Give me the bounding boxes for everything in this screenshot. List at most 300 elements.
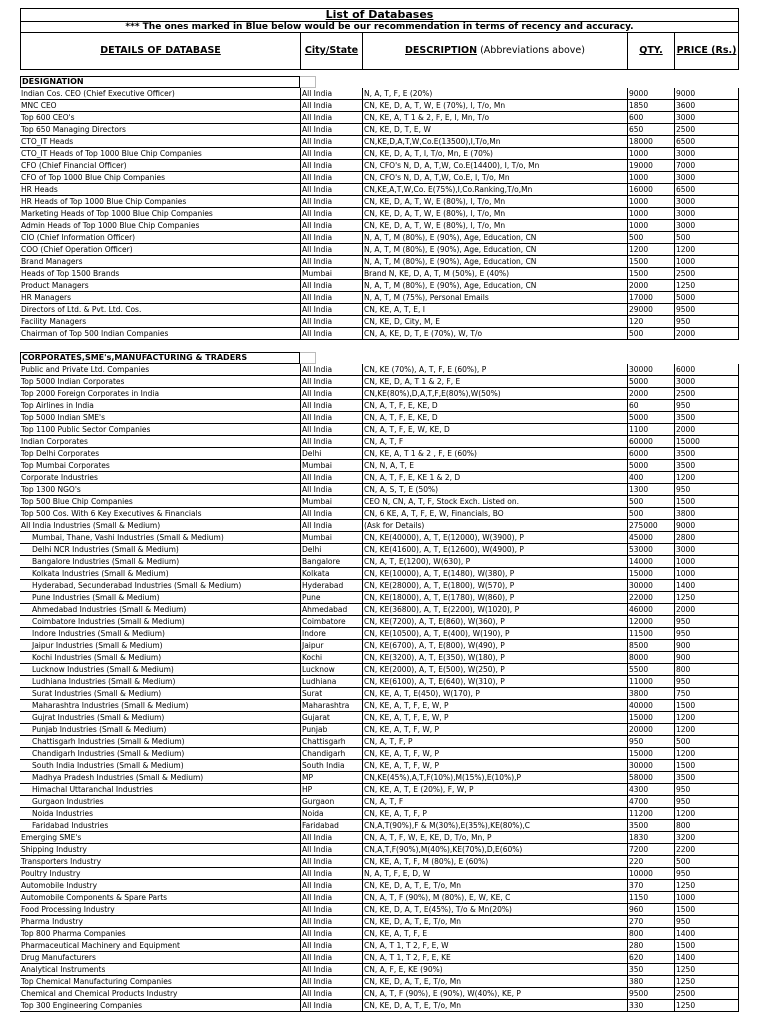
table-row: [20, 988, 739, 1000]
table-row: [20, 88, 739, 100]
database-name-cell: Admin Heads of Top 1000 Blue Chip Companies: [20, 220, 300, 232]
city-state-cell: Mumbai: [300, 268, 362, 280]
city-state-cell: All India: [300, 964, 362, 976]
description-cell: CN, KE, A, T, F, E, W, P: [362, 700, 627, 712]
city-state-cell: Gujarat: [300, 712, 362, 724]
quantity-cell: 1000: [627, 220, 674, 232]
description-cell: CN, A, T 1, T 2, F, E, KE: [362, 952, 627, 964]
city-state-cell: Bangalore: [300, 556, 362, 568]
database-name-cell: CFO of Top 1000 Blue Chip Companies: [20, 172, 300, 184]
database-name-cell: Top 1100 Public Sector Companies: [20, 424, 300, 436]
table-row: [20, 736, 739, 748]
table-row: [20, 808, 739, 820]
price-cell: 3500: [674, 448, 739, 460]
database-name-cell: CFO (Chief Financial Officer): [20, 160, 300, 172]
database-name-cell: Kochi Industries (Small & Medium): [20, 652, 300, 664]
table-row: [20, 328, 739, 340]
description-cell: CN, A, T, F (90%), E (90%), W(40%), KE, P: [362, 988, 627, 1000]
table-row: [20, 880, 739, 892]
quantity-cell: 500: [627, 496, 674, 508]
price-cell: 1000: [674, 892, 739, 904]
quantity-cell: 1150: [627, 892, 674, 904]
city-state-cell: All India: [300, 412, 362, 424]
description-cell: CN, N, A, T, E: [362, 460, 627, 472]
price-cell: 1250: [674, 280, 739, 292]
quantity-cell: 650: [627, 124, 674, 136]
quantity-cell: 370: [627, 880, 674, 892]
price-cell: 3000: [674, 196, 739, 208]
description-cell: CN, KE, D, A, T 1 & 2, F, E: [362, 376, 627, 388]
table-row: [20, 256, 739, 268]
description-cell: CN, CFO's N, D, A, T,W, Co.E, I, T/o, Mn: [362, 172, 627, 184]
city-state-cell: Pune: [300, 592, 362, 604]
table-row: [20, 460, 739, 472]
quantity-cell: 12000: [627, 616, 674, 628]
city-state-cell: All India: [300, 196, 362, 208]
city-state-cell: All India: [300, 244, 362, 256]
city-state-cell: All India: [300, 916, 362, 928]
table-row: [20, 700, 739, 712]
quantity-cell: 7200: [627, 844, 674, 856]
city-state-cell: Ahmedabad: [300, 604, 362, 616]
price-cell: 9000: [674, 520, 739, 532]
quantity-cell: 1100: [627, 424, 674, 436]
description-cell: CN, KE(6100), A, T, E(640), W(310), P: [362, 676, 627, 688]
price-cell: 7000: [674, 160, 739, 172]
table-row: [20, 976, 739, 988]
price-cell: 950: [674, 616, 739, 628]
description-cell: CN, KE(41600), A, T, E(12600), W(4900), P: [362, 544, 627, 556]
quantity-cell: 620: [627, 952, 674, 964]
header-qty: QTY.: [628, 33, 675, 69]
table-row: [20, 820, 739, 832]
database-name-cell: Top 5000 Indian Corporates: [20, 376, 300, 388]
price-cell: 2000: [674, 424, 739, 436]
description-cell: (Ask for Details): [362, 520, 627, 532]
description-cell: CN, KE, D, City, M, E: [362, 316, 627, 328]
price-cell: 1000: [674, 568, 739, 580]
database-name-cell: Top 500 Cos. With 6 Key Executives & Financials: [20, 508, 300, 520]
database-name-cell: Pharma Industry: [20, 916, 300, 928]
price-cell: 3000: [674, 172, 739, 184]
database-name-cell: Product Managers: [20, 280, 300, 292]
description-cell: CN, KE, A, T, F, E, W, P: [362, 712, 627, 724]
price-cell: 2500: [674, 124, 739, 136]
table-row: [20, 664, 739, 676]
table-row: [20, 556, 739, 568]
quantity-cell: 400: [627, 472, 674, 484]
city-state-cell: Jaipur: [300, 640, 362, 652]
price-cell: 1250: [674, 1000, 739, 1012]
table-row: [20, 580, 739, 592]
table-row: [20, 892, 739, 904]
price-cell: 1500: [674, 940, 739, 952]
header-description: DESCRIPTION (Abbreviations above): [363, 33, 628, 69]
price-cell: 1000: [674, 556, 739, 568]
quantity-cell: 1000: [627, 208, 674, 220]
database-name-cell: Punjab Industries (Small & Medium): [20, 724, 300, 736]
description-cell: CN, KE(2000), A, T, E(500), W(250), P: [362, 664, 627, 676]
price-cell: 3000: [674, 112, 739, 124]
database-name-cell: CTO_IT Heads of Top 1000 Blue Chip Companies: [20, 148, 300, 160]
description-cell: CN, KE(28000), A, T, E(1800), W(570), P: [362, 580, 627, 592]
city-state-cell: Coimbatore: [300, 616, 362, 628]
price-cell: 950: [674, 784, 739, 796]
quantity-cell: 53000: [627, 544, 674, 556]
city-state-cell: All India: [300, 256, 362, 268]
quantity-cell: 1200: [627, 244, 674, 256]
table-row: [20, 220, 739, 232]
database-name-cell: Chandigarh Industries (Small & Medium): [20, 748, 300, 760]
table-row: [20, 376, 739, 388]
table-row: [20, 688, 739, 700]
section-header-row: [20, 352, 739, 364]
quantity-cell: 800: [627, 928, 674, 940]
database-name-cell: Madhya Pradesh Industries (Small & Medium): [20, 772, 300, 784]
description-cell: CN, KE, D, A, T, I, T/o, Mn, E (70%): [362, 148, 627, 160]
quantity-cell: 600: [627, 112, 674, 124]
database-name-cell: Top 5000 Indian SME's: [20, 412, 300, 424]
city-state-cell: All India: [300, 928, 362, 940]
database-name-cell: Automobile Industry: [20, 880, 300, 892]
table-row: [20, 520, 739, 532]
price-cell: 6500: [674, 184, 739, 196]
price-cell: 3500: [674, 460, 739, 472]
database-name-cell: HR Heads of Top 1000 Blue Chip Companies: [20, 196, 300, 208]
city-state-cell: All India: [300, 364, 362, 376]
table-row: [20, 772, 739, 784]
table-row: [20, 652, 739, 664]
quantity-cell: 2000: [627, 280, 674, 292]
database-name-cell: Top Mumbai Corporates: [20, 460, 300, 472]
price-cell: 1400: [674, 580, 739, 592]
table-row: [20, 424, 739, 436]
quantity-cell: 11500: [627, 628, 674, 640]
database-name-cell: Chattisgarh Industries (Small & Medium): [20, 736, 300, 748]
database-name-cell: Top 1300 NGO's: [20, 484, 300, 496]
quantity-cell: 5500: [627, 664, 674, 676]
quantity-cell: 29000: [627, 304, 674, 316]
quantity-cell: 22000: [627, 592, 674, 604]
description-cell: CN, KE(10000), A, T, E(1480), W(380), P: [362, 568, 627, 580]
table-row: [20, 412, 739, 424]
city-state-cell: All India: [300, 88, 362, 100]
page-title: List of Databases: [325, 9, 434, 21]
city-state-cell: All India: [300, 220, 362, 232]
quantity-cell: 5000: [627, 412, 674, 424]
city-state-cell: All India: [300, 952, 362, 964]
table-row: [20, 760, 739, 772]
database-name-cell: Marketing Heads of Top 1000 Blue Chip Companies: [20, 208, 300, 220]
database-name-cell: Pune Industries (Small & Medium): [20, 592, 300, 604]
database-name-cell: Delhi NCR Industries (Small & Medium): [20, 544, 300, 556]
database-name-cell: Indian Cos. CEO (Chief Executive Officer): [20, 88, 300, 100]
description-cell: CN, A, T, F, E, KE, D: [362, 400, 627, 412]
description-cell: CN, A, F, E, KE (90%): [362, 964, 627, 976]
city-state-cell: All India: [300, 520, 362, 532]
quantity-cell: 3800: [627, 688, 674, 700]
description-cell: CN, A, T, F, W, E, KE, D, T/o, Mn, P: [362, 832, 627, 844]
description-cell: CN, KE, A, T, E, I: [362, 304, 627, 316]
city-state-cell: All India: [300, 160, 362, 172]
city-state-cell: All India: [300, 832, 362, 844]
price-cell: 3600: [674, 100, 739, 112]
description-cell: CN, KE, A, T, F, W, P: [362, 724, 627, 736]
quantity-cell: 220: [627, 856, 674, 868]
price-cell: 2500: [674, 988, 739, 1000]
table-row: [20, 232, 739, 244]
table-row: [20, 208, 739, 220]
city-state-cell: All India: [300, 508, 362, 520]
database-name-cell: Brand Managers: [20, 256, 300, 268]
city-state-cell: All India: [300, 880, 362, 892]
database-name-cell: Ludhiana Industries (Small & Medium): [20, 676, 300, 688]
table-row: [20, 844, 739, 856]
table-row: [20, 616, 739, 628]
quantity-cell: 4700: [627, 796, 674, 808]
database-name-cell: Automobile Components & Spare Parts: [20, 892, 300, 904]
quantity-cell: 270: [627, 916, 674, 928]
city-state-cell: All India: [300, 388, 362, 400]
city-state-cell: All India: [300, 844, 362, 856]
table-row: [20, 244, 739, 256]
price-cell: 950: [674, 316, 739, 328]
city-state-cell: All India: [300, 328, 362, 340]
city-state-cell: All India: [300, 136, 362, 148]
price-cell: 3200: [674, 832, 739, 844]
table-row: [20, 724, 739, 736]
price-cell: 750: [674, 688, 739, 700]
city-state-cell: All India: [300, 892, 362, 904]
price-cell: 1200: [674, 724, 739, 736]
quantity-cell: 40000: [627, 700, 674, 712]
header-row: [20, 32, 739, 70]
quantity-cell: 500: [627, 232, 674, 244]
price-cell: 950: [674, 628, 739, 640]
price-cell: 1400: [674, 952, 739, 964]
price-cell: 1500: [674, 700, 739, 712]
quantity-cell: 4300: [627, 784, 674, 796]
quantity-cell: 350: [627, 964, 674, 976]
city-state-cell: Delhi: [300, 448, 362, 460]
price-cell: 1500: [674, 760, 739, 772]
description-cell: CN, KE, D, A, T, E, T/o, Mn: [362, 1000, 627, 1012]
quantity-cell: 1000: [627, 196, 674, 208]
city-state-cell: Surat: [300, 688, 362, 700]
price-cell: 500: [674, 232, 739, 244]
database-name-cell: Analytical Instruments: [20, 964, 300, 976]
database-name-cell: All India Industries (Small & Medium): [20, 520, 300, 532]
city-state-cell: Chattisgarh: [300, 736, 362, 748]
table-row: [20, 796, 739, 808]
description-cell: CN, KE, A, T 1 & 2, F, E, I, Mn, T/o: [362, 112, 627, 124]
description-cell: CN,KE(80%),D,A,T,F,E(80%),W(50%): [362, 388, 627, 400]
city-state-cell: MP: [300, 772, 362, 784]
database-name-cell: South India Industries (Small & Medium): [20, 760, 300, 772]
price-cell: 9500: [674, 304, 739, 316]
table-row: [20, 364, 739, 376]
database-name-cell: Himachal Uttaranchal Industries: [20, 784, 300, 796]
database-name-cell: Heads of Top 1500 Brands: [20, 268, 300, 280]
database-name-cell: Top 2000 Foreign Corporates in India: [20, 388, 300, 400]
database-name-cell: Mumbai, Thane, Vashi Industries (Small & Medium): [20, 532, 300, 544]
price-cell: 3800: [674, 508, 739, 520]
table-row: [20, 640, 739, 652]
description-cell: CN, A, T, F, P: [362, 736, 627, 748]
quantity-cell: 3500: [627, 820, 674, 832]
city-state-cell: Mumbai: [300, 460, 362, 472]
description-cell: CN, KE, A, T, E (20%), F, W, P: [362, 784, 627, 796]
price-cell: 3000: [674, 208, 739, 220]
database-name-cell: CTO_IT Heads: [20, 136, 300, 148]
description-cell: N, A, T, M (80%), E (90%), Age, Education, CN: [362, 256, 627, 268]
table-row: [20, 280, 739, 292]
database-name-cell: Pharmaceutical Machinery and Equipment: [20, 940, 300, 952]
price-cell: 900: [674, 640, 739, 652]
database-name-cell: Jaipur Industries (Small & Medium): [20, 640, 300, 652]
table-row: [20, 124, 739, 136]
city-state-cell: Mumbai: [300, 496, 362, 508]
table-row: [20, 952, 739, 964]
quantity-cell: 16000: [627, 184, 674, 196]
quantity-cell: 1500: [627, 268, 674, 280]
description-cell: CN, 6 KE, A, T, F, E, W, Financials, BO: [362, 508, 627, 520]
price-cell: 800: [674, 664, 739, 676]
quantity-cell: 1500: [627, 256, 674, 268]
table-row: [20, 148, 739, 160]
city-state-cell: Punjab: [300, 724, 362, 736]
quantity-cell: 17000: [627, 292, 674, 304]
table-row: [20, 472, 739, 484]
table-row: [20, 592, 739, 604]
description-cell: CN, A, T, F: [362, 436, 627, 448]
city-state-cell: Faridabad: [300, 820, 362, 832]
description-cell: CN, KE(6700), A, T, E(800), W(490), P: [362, 640, 627, 652]
quantity-cell: 950: [627, 736, 674, 748]
city-state-cell: All India: [300, 868, 362, 880]
database-name-cell: Bangalore Industries (Small & Medium): [20, 556, 300, 568]
description-cell: CN,KE,D,A,T,W,Co.E(13500),I,T/o,Mn: [362, 136, 627, 148]
city-state-cell: All India: [300, 148, 362, 160]
description-cell: CN, A, S, T, E (50%): [362, 484, 627, 496]
database-name-cell: Emerging SME's: [20, 832, 300, 844]
quantity-cell: 46000: [627, 604, 674, 616]
quantity-cell: 19000: [627, 160, 674, 172]
database-name-cell: Top Delhi Corporates: [20, 448, 300, 460]
price-cell: 3000: [674, 220, 739, 232]
database-name-cell: Chemical and Chemical Products Industry: [20, 988, 300, 1000]
price-cell: 1200: [674, 748, 739, 760]
city-state-cell: All India: [300, 112, 362, 124]
description-cell: Brand N, KE, D, A, T, M (50%), E (40%): [362, 268, 627, 280]
database-name-cell: Ahmedabad Industries (Small & Medium): [20, 604, 300, 616]
recommendation-note: *** The ones marked in Blue below would be our recommendation in terms of recency and accuracy.: [125, 22, 634, 32]
price-cell: 950: [674, 916, 739, 928]
table-row: [20, 568, 739, 580]
quantity-cell: 120: [627, 316, 674, 328]
price-cell: 1500: [674, 496, 739, 508]
quantity-cell: 6000: [627, 448, 674, 460]
quantity-cell: 5000: [627, 460, 674, 472]
price-cell: 1250: [674, 976, 739, 988]
city-state-cell: All India: [300, 940, 362, 952]
database-name-cell: Top Chemical Manufacturing Companies: [20, 976, 300, 988]
price-cell: 2800: [674, 532, 739, 544]
table-row: [20, 304, 739, 316]
description-cell: CN, KE, D, A, T, W, E (80%), I, T/o, Mn: [362, 208, 627, 220]
description-cell: N, A, T, F, E, D, W: [362, 868, 627, 880]
database-name-cell: Top 800 Pharma Companies: [20, 928, 300, 940]
description-cell: CN,KE,A,T,W,Co. E(75%),I,Co.Ranking,T/o,Mn: [362, 184, 627, 196]
database-name-cell: Chairman of Top 500 Indian Companies: [20, 328, 300, 340]
quantity-cell: 58000: [627, 772, 674, 784]
city-state-cell: All India: [300, 280, 362, 292]
city-state-cell: All India: [300, 292, 362, 304]
header-details: DETAILS OF DATABASE: [21, 33, 301, 69]
quantity-cell: 8000: [627, 652, 674, 664]
database-name-cell: Hyderabad, Secunderabad Industries (Small & Medium): [20, 580, 300, 592]
city-state-cell: All India: [300, 100, 362, 112]
city-state-cell: Mumbai: [300, 532, 362, 544]
description-cell: CN, A, T, F: [362, 796, 627, 808]
header-price: PRICE (Rs.): [676, 45, 737, 56]
table-row: [20, 916, 739, 928]
database-name-cell: Indore Industries (Small & Medium): [20, 628, 300, 640]
city-state-cell: Hyderabad: [300, 580, 362, 592]
description-cell: N, A, T, M (80%), E (90%), Age, Education, CN: [362, 232, 627, 244]
title-row: [20, 8, 739, 21]
section-header-row: [20, 76, 739, 88]
description-cell: N, A, T, M (80%), E (90%), Age, Education, CN: [362, 244, 627, 256]
description-cell: CN, KE(7200), A, T, E(860), W(360), P: [362, 616, 627, 628]
table-row: [20, 436, 739, 448]
quantity-cell: 60: [627, 400, 674, 412]
price-cell: 800: [674, 820, 739, 832]
database-name-cell: Faridabad Industries: [20, 820, 300, 832]
description-cell: CN, KE, A, T, F, E: [362, 928, 627, 940]
price-cell: 950: [674, 400, 739, 412]
quantity-cell: 500: [627, 328, 674, 340]
table-row: [20, 544, 739, 556]
description-cell: CN, KE, D, A, T, W, E (80%), I, T/o, Mn: [362, 196, 627, 208]
price-cell: 1200: [674, 808, 739, 820]
table-row: [20, 160, 739, 172]
city-state-cell: All India: [300, 988, 362, 1000]
price-cell: 1000: [674, 256, 739, 268]
table-row: [20, 508, 739, 520]
description-cell: N, A, T, M (80%), E (90%), Age, Education, CN: [362, 280, 627, 292]
table-row: [20, 196, 739, 208]
description-cell: CN, KE(40000), A, T, E(12000), W(3900), P: [362, 532, 627, 544]
quantity-cell: 14000: [627, 556, 674, 568]
table-row: [20, 928, 739, 940]
table-row: [20, 268, 739, 280]
database-name-cell: Top 650 Managing Directors: [20, 124, 300, 136]
table-row: [20, 712, 739, 724]
quantity-cell: 11000: [627, 676, 674, 688]
database-name-cell: Transporters Industry: [20, 856, 300, 868]
table-row: [20, 496, 739, 508]
city-state-cell: Delhi: [300, 544, 362, 556]
table-row: [20, 832, 739, 844]
city-state-cell: HP: [300, 784, 362, 796]
city-state-cell: All India: [300, 1000, 362, 1012]
city-state-cell: All India: [300, 304, 362, 316]
price-cell: 3500: [674, 772, 739, 784]
quantity-cell: 8500: [627, 640, 674, 652]
note-row: [20, 21, 739, 32]
price-cell: 1400: [674, 928, 739, 940]
